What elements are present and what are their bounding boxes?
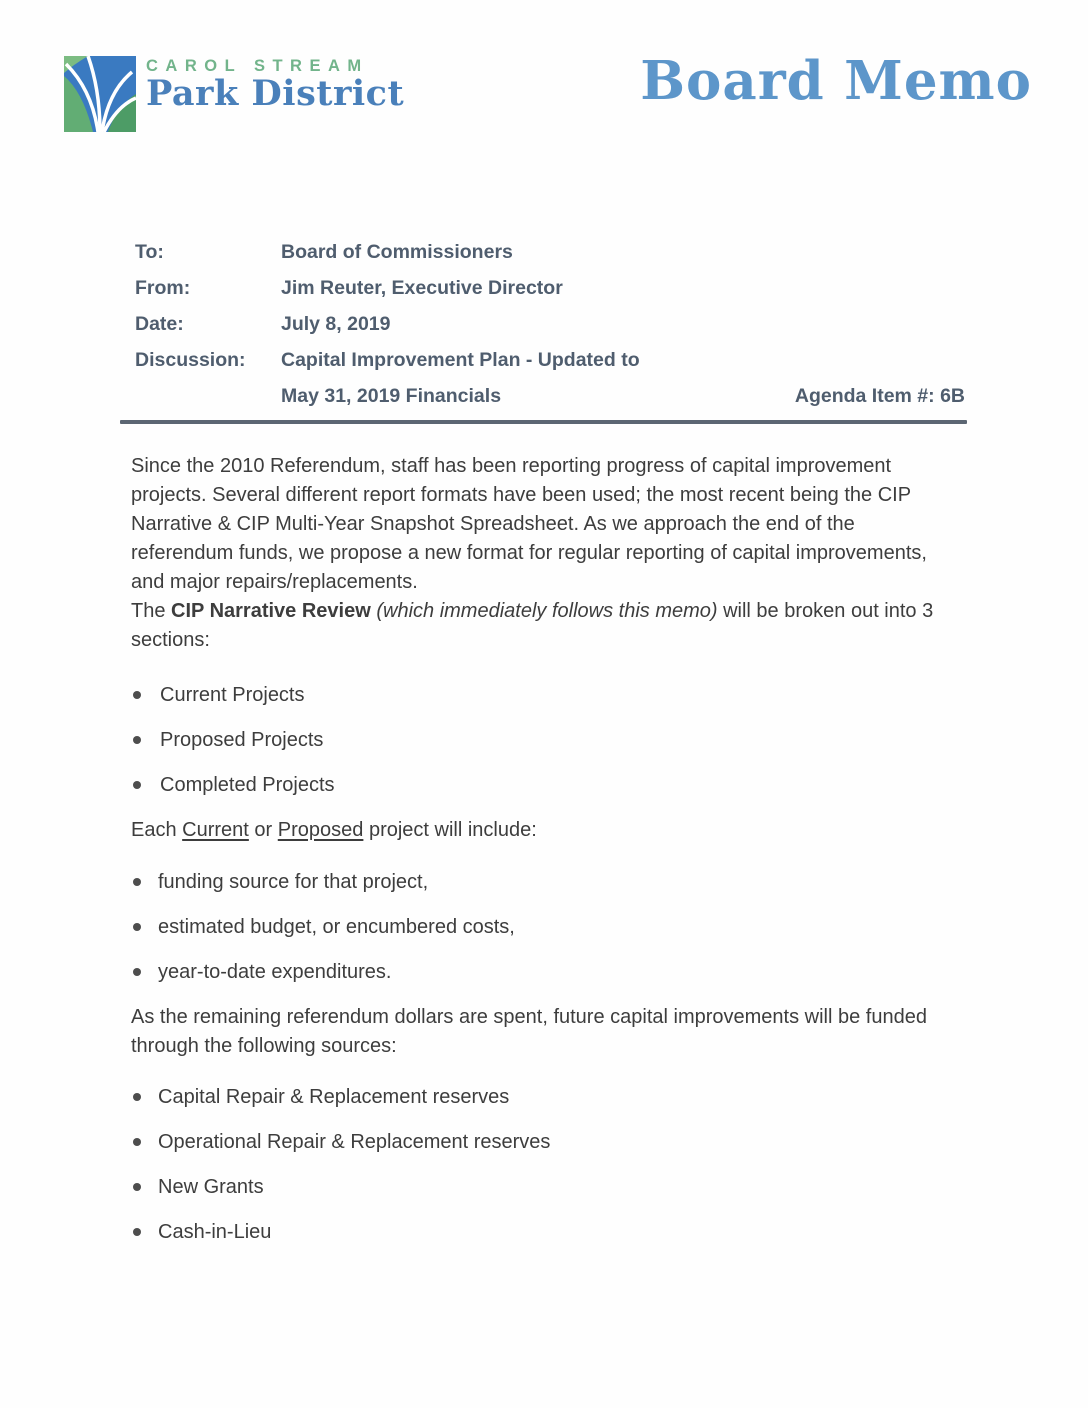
letterhead bbox=[64, 56, 404, 132]
para3-underline-current: Current bbox=[182, 819, 249, 841]
para3-mid: or bbox=[248, 819, 278, 841]
brand-text bbox=[146, 57, 404, 114]
section-list-item bbox=[131, 726, 951, 755]
list-item-text: funding source for that project, bbox=[158, 871, 429, 893]
sections-list bbox=[131, 681, 951, 800]
include-list-item bbox=[131, 868, 951, 897]
memo-row-discussion bbox=[135, 342, 967, 378]
paragraph-funding-sources: As the remaining referendum dollars are spent, future capital improvements will be funded through the following sources: bbox=[131, 1006, 927, 1057]
park-district-logo-icon bbox=[64, 56, 136, 132]
memo-body bbox=[131, 452, 951, 1263]
paragraph-intro: Since the 2010 Referendum, staff has been reporting progress of capital improvement projects. Several different report formats have been used; the most recent being the CIP Narrative & CIP Multi-Year Snapshot Spreadsheet. As we approach the end of the referendum funds, we propose a new format for regular reporting of capital improvements, and major repairs/replacements. bbox=[131, 455, 927, 593]
memo-row-date bbox=[135, 306, 967, 342]
para2-bold-cip-narrative-review: CIP Narrative Review bbox=[171, 600, 371, 622]
bullet-icon bbox=[133, 968, 141, 976]
section-list-item bbox=[131, 771, 951, 800]
discussion-value-line2: May 31, 2019 Financials bbox=[281, 384, 502, 407]
memo-row-from bbox=[135, 270, 967, 306]
source-list-item bbox=[131, 1218, 951, 1247]
list-item-text: Cash-in-Lieu bbox=[158, 1221, 272, 1243]
para2-suffix: will be broken out into 3 sections: bbox=[131, 600, 934, 651]
memo-header bbox=[135, 234, 967, 414]
para2-italic-note: (which immediately follows this memo) bbox=[370, 600, 718, 622]
list-item-text: Current Projects bbox=[160, 684, 305, 706]
bullet-icon bbox=[133, 878, 141, 886]
bullet-icon bbox=[133, 1183, 141, 1191]
bullet-icon bbox=[133, 691, 141, 699]
list-item-text: Completed Projects bbox=[160, 774, 335, 796]
para3-suffix: project will include: bbox=[363, 819, 537, 841]
from-value: Jim Reuter, Executive Director bbox=[281, 276, 563, 299]
list-item-text: Capital Repair & Replacement reserves bbox=[158, 1086, 510, 1108]
discussion-value-line1: Capital Improvement Plan - Updated to bbox=[281, 348, 640, 371]
include-list bbox=[131, 868, 951, 987]
list-item-text: Proposed Projects bbox=[160, 729, 324, 751]
brand-name-bottom: Park District bbox=[146, 73, 405, 114]
para2-prefix: The bbox=[131, 600, 172, 622]
bullet-icon bbox=[133, 923, 141, 931]
include-list-item bbox=[131, 958, 951, 987]
list-item-text: year-to-date expenditures. bbox=[158, 961, 392, 983]
to-value: Board of Commissioners bbox=[281, 240, 513, 263]
source-list-item bbox=[131, 1128, 951, 1157]
discussion-label: Discussion: bbox=[135, 348, 246, 371]
date-value: July 8, 2019 bbox=[281, 312, 391, 335]
from-label: From: bbox=[135, 276, 191, 299]
para3-underline-proposed: Proposed bbox=[277, 819, 364, 841]
bullet-icon bbox=[133, 1138, 141, 1146]
memo-row-to bbox=[135, 234, 967, 270]
brand-name-top: CAROL STREAM bbox=[146, 57, 369, 75]
document-title: Board Memo bbox=[640, 50, 1032, 112]
list-item-text: Operational Repair & Replacement reserves bbox=[158, 1131, 551, 1153]
list-item-text: New Grants bbox=[158, 1176, 264, 1198]
source-list-item bbox=[131, 1173, 951, 1202]
sources-list bbox=[131, 1083, 951, 1247]
list-item-text: estimated budget, or encumbered costs, bbox=[158, 916, 515, 938]
bullet-icon bbox=[133, 736, 141, 744]
section-list-item bbox=[131, 681, 951, 710]
paragraph-each-project bbox=[131, 816, 951, 845]
memo-row-discussion-cont bbox=[135, 378, 967, 414]
to-label: To: bbox=[135, 240, 164, 263]
bullet-icon bbox=[133, 1228, 141, 1236]
paragraph-cip-narrative bbox=[131, 597, 951, 655]
source-list-item bbox=[131, 1083, 951, 1112]
bullet-icon bbox=[133, 1093, 141, 1101]
agenda-item: Agenda Item #: 6B bbox=[794, 384, 965, 407]
include-list-item bbox=[131, 913, 951, 942]
bullet-icon bbox=[133, 781, 141, 789]
para3-prefix: Each bbox=[131, 819, 183, 841]
header-divider bbox=[120, 420, 967, 424]
date-label: Date: bbox=[135, 312, 184, 335]
